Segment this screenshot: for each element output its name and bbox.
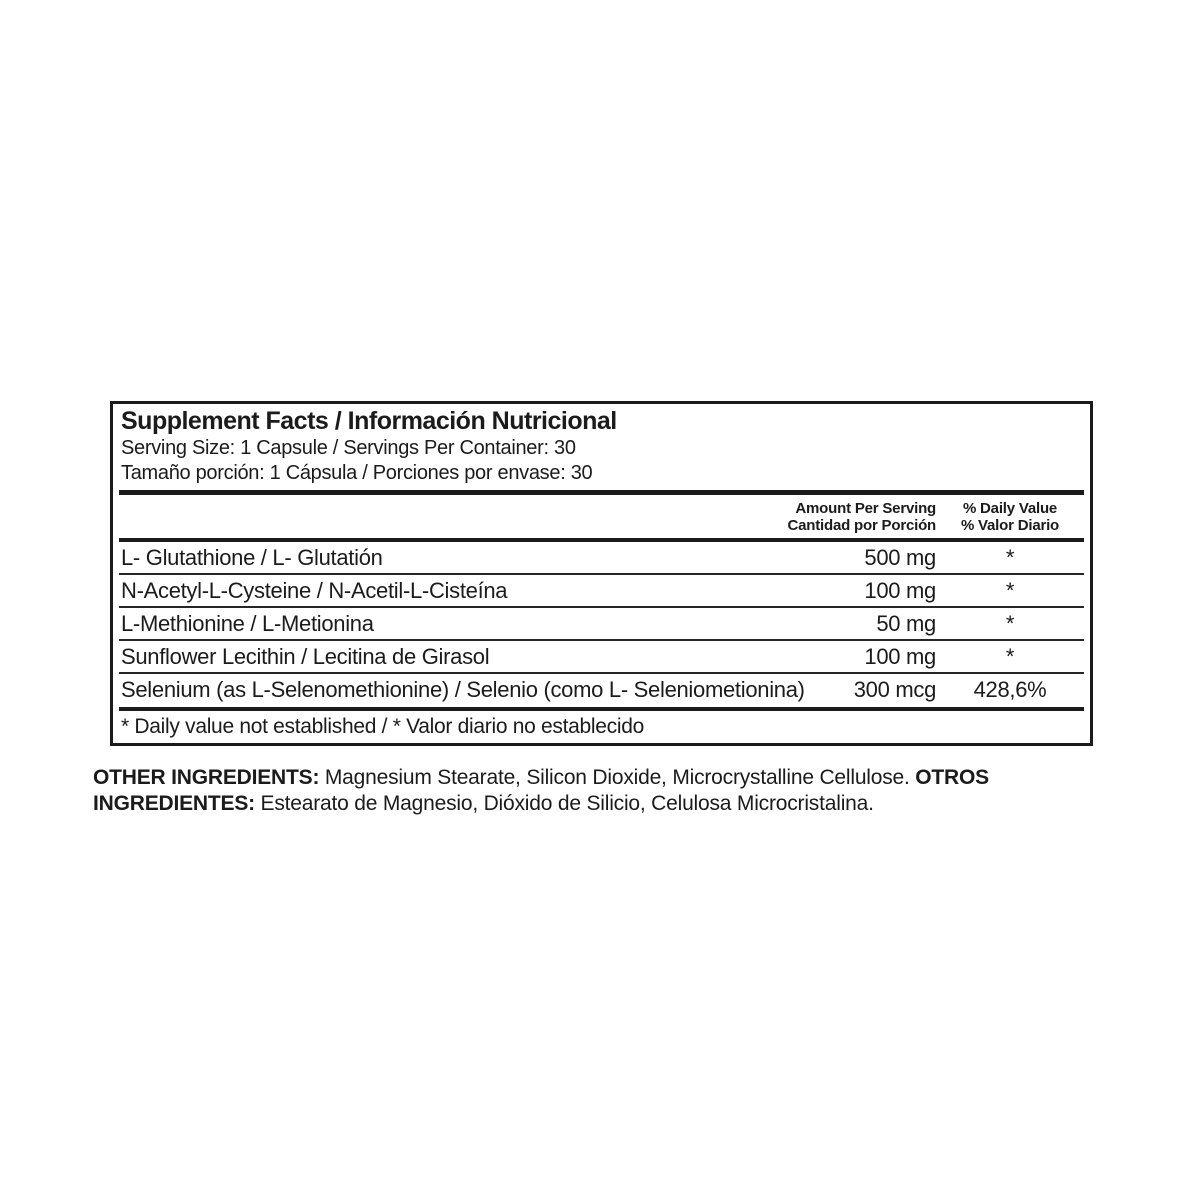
column-header-amount-es: Cantidad por Porción [787, 517, 936, 534]
column-header-daily-value-en: % Daily Value [962, 500, 1058, 517]
ingredient-daily-value: * [1005, 578, 1015, 603]
ingredient-name: N-Acetyl-L-Cysteine / N-Acetil-L-Cisteína [121, 578, 508, 603]
table-header-row [119, 495, 1084, 538]
serving-size-line-es: Tamaño porción: 1 Cápsula / Porciones por envase: 30 [121, 462, 593, 484]
ingredient-name: Sunflower Lecithin / Lecitina de Girasol [121, 644, 490, 669]
table-row [119, 672, 1084, 705]
supplement-facts-box [110, 401, 1093, 746]
ingredient-amount: 300 mcg [853, 677, 936, 702]
ingredient-daily-value: * [1005, 611, 1015, 636]
supplement-facts-title: Supplement Facts / Información Nutricional [121, 407, 617, 435]
daily-value-footnote: * Daily value not established / * Valor diario no establecido [121, 715, 644, 738]
column-header-amount [787, 500, 936, 534]
table-row [119, 606, 1084, 639]
other-ingredients-list-en: Magnesium Stearate, Silicon Dioxide, Microcrystalline Cellulose. [319, 766, 916, 789]
ingredient-daily-value: * [1005, 644, 1015, 669]
other-ingredients-list-es: Estearato de Magnesio, Dióxido de Silicio, Celulosa Microcristalina. [254, 792, 874, 815]
ingredient-name: Selenium (as L-Selenomethionine) / Selenio (como L- Seleniometionina) [121, 677, 805, 702]
ingredient-amount: 500 mg [864, 545, 936, 570]
column-header-daily-value [936, 500, 1084, 534]
serving-size-line-en: Serving Size: 1 Capsule / Servings Per Container: 30 [121, 437, 576, 459]
other-ingredients-paragraph [93, 765, 1028, 817]
column-header-daily-value-es: % Valor Diario [960, 517, 1060, 534]
ingredient-name: L- Glutathione / L- Glutatión [121, 545, 383, 570]
ingredient-amount: 100 mg [864, 578, 936, 603]
ingredient-daily-value: * [1005, 545, 1015, 570]
table-row [119, 542, 1084, 573]
table-row [119, 639, 1084, 672]
other-ingredients-label-en: OTHER INGREDIENTS: [93, 766, 320, 789]
other-ingredients-label-es: OTROS INGREDIENTES: [93, 766, 989, 815]
ingredient-amount: 100 mg [864, 644, 936, 669]
ingredient-amount: 50 mg [876, 611, 936, 636]
ingredients-table [119, 542, 1084, 705]
ingredient-name: L-Methionine / L-Metionina [121, 611, 374, 636]
table-row [119, 573, 1084, 606]
column-header-amount-en: Amount Per Serving [795, 500, 936, 517]
ingredient-daily-value: 428,6% [973, 677, 1047, 702]
